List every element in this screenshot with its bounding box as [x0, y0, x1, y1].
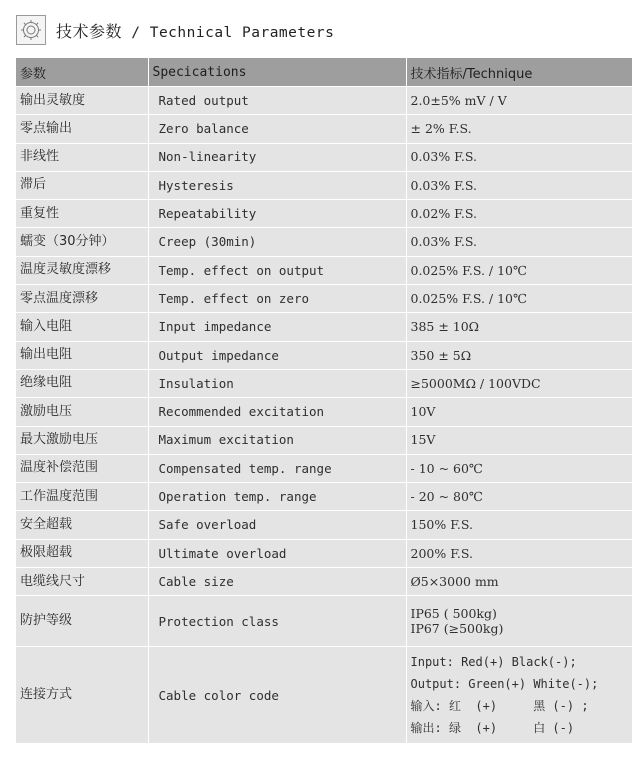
value-cell — [406, 647, 632, 744]
param-cn-cell: 非线性 — [16, 143, 148, 171]
value-cell: - 20 ~ 80℃ — [406, 483, 632, 511]
value-cell: 200% F.S. — [406, 539, 632, 567]
value-line: IP67 (≥500kg) — [410, 621, 504, 637]
column-header-param: 参数 — [16, 58, 148, 87]
value-cell: - 10 ~ 60℃ — [406, 454, 632, 482]
table-row — [16, 398, 632, 426]
param-cn-cell: 工作温度范围 — [16, 483, 148, 511]
table-row-protection — [16, 596, 632, 647]
param-cn-cell: 输出电阻 — [16, 341, 148, 369]
value-cell: ≥5000MΩ / 100VDC — [406, 369, 632, 397]
param-cn-cell: 安全超载 — [16, 511, 148, 539]
param-cn-cell: 温度补偿范围 — [16, 454, 148, 482]
param-cn-cell: 连接方式 — [16, 647, 148, 744]
table-row — [16, 115, 632, 143]
value-line: 输入: 红 (+) 黑 (-) ; — [410, 699, 589, 714]
param-cn-cell: 绝缘电阻 — [16, 369, 148, 397]
spec-en-cell: Temp. effect on output — [148, 256, 406, 284]
table-row — [16, 228, 632, 256]
spec-en-cell: Non-linearity — [148, 143, 406, 171]
title-separator: / — [122, 24, 150, 41]
table-body — [16, 87, 632, 744]
param-cn-cell: 蠕变（30分钟） — [16, 228, 148, 256]
value-line: IP65 ( 500kg) — [410, 605, 497, 621]
value-cell: 0.03% F.S. — [406, 228, 632, 256]
value-cell: ± 2% F.S. — [406, 115, 632, 143]
table-row — [16, 426, 632, 454]
param-cn-cell: 输出灵敏度 — [16, 87, 148, 115]
param-cn-cell: 最大激励电压 — [16, 426, 148, 454]
spec-en-cell: Cable color code — [148, 647, 406, 744]
spec-en-cell: Rated output — [148, 87, 406, 115]
value-cell: 150% F.S. — [406, 511, 632, 539]
value-cell: 2.0±5% mV / V — [406, 87, 632, 115]
table-row — [16, 369, 632, 397]
value-cell: Ø5×3000 mm — [406, 568, 632, 596]
table-row — [16, 483, 632, 511]
spec-en-cell: Cable size — [148, 568, 406, 596]
spec-en-cell: Insulation — [148, 369, 406, 397]
value-cell: 0.02% F.S. — [406, 200, 632, 228]
spec-en-cell: Protection class — [148, 596, 406, 647]
spec-en-cell: Input impedance — [148, 313, 406, 341]
column-header-spec: Specications — [148, 58, 406, 87]
value-cell: 15V — [406, 426, 632, 454]
table-row — [16, 568, 632, 596]
param-cn-cell: 温度灵敏度漂移 — [16, 256, 148, 284]
table-row — [16, 313, 632, 341]
spec-en-cell: Temp. effect on zero — [148, 285, 406, 313]
column-header-technique: 技术指标/Technique — [406, 58, 632, 87]
table-header-row — [16, 58, 632, 87]
value-line: 输出: 绿 (+) 白 (-) — [410, 721, 575, 736]
spec-en-cell: Zero balance — [148, 115, 406, 143]
table-row — [16, 454, 632, 482]
param-cn-cell: 激励电压 — [16, 398, 148, 426]
param-cn-cell: 零点输出 — [16, 115, 148, 143]
value-cell: 10V — [406, 398, 632, 426]
table-row — [16, 285, 632, 313]
table-row — [16, 87, 632, 115]
spec-en-cell: Ultimate overload — [148, 539, 406, 567]
title-en: Technical Parameters — [149, 24, 335, 41]
spec-en-cell: Recommended excitation — [148, 398, 406, 426]
section-header — [16, 14, 632, 46]
param-cn-cell: 极限超载 — [16, 539, 148, 567]
spec-en-cell: Operation temp. range — [148, 483, 406, 511]
value-line: Output: Green(+) White(-); — [410, 677, 599, 692]
table-row-cable-code — [16, 647, 632, 744]
value-cell: 0.03% F.S. — [406, 143, 632, 171]
value-cell — [406, 596, 632, 647]
spec-en-cell: Maximum excitation — [148, 426, 406, 454]
spec-en-cell: Output impedance — [148, 341, 406, 369]
param-cn-cell: 防护等级 — [16, 596, 148, 647]
table-row — [16, 511, 632, 539]
page-title — [56, 19, 334, 42]
table-row — [16, 256, 632, 284]
gear-icon — [16, 15, 46, 45]
spec-en-cell: Compensated temp. range — [148, 454, 406, 482]
value-cell: 0.025% F.S. / 10℃ — [406, 285, 632, 313]
spec-en-cell: Repeatability — [148, 200, 406, 228]
value-cell: 385 ± 10Ω — [406, 313, 632, 341]
spec-en-cell: Hysteresis — [148, 171, 406, 199]
table-row — [16, 200, 632, 228]
table-row — [16, 171, 632, 199]
spec-en-cell: Creep (30min) — [148, 228, 406, 256]
value-cell: 0.03% F.S. — [406, 171, 632, 199]
parameters-table — [16, 58, 632, 743]
param-cn-cell: 输入电阻 — [16, 313, 148, 341]
table-row — [16, 143, 632, 171]
value-cell: 350 ± 5Ω — [406, 341, 632, 369]
value-line: Input: Red(+) Black(-); — [410, 655, 577, 670]
param-cn-cell: 重复性 — [16, 200, 148, 228]
param-cn-cell: 电缆线尺寸 — [16, 568, 148, 596]
param-cn-cell: 零点温度漂移 — [16, 285, 148, 313]
table-row — [16, 539, 632, 567]
table-row — [16, 341, 632, 369]
title-cn: 技术参数 — [56, 21, 123, 41]
param-cn-cell: 滞后 — [16, 171, 148, 199]
value-cell: 0.025% F.S. / 10℃ — [406, 256, 632, 284]
spec-en-cell: Safe overload — [148, 511, 406, 539]
